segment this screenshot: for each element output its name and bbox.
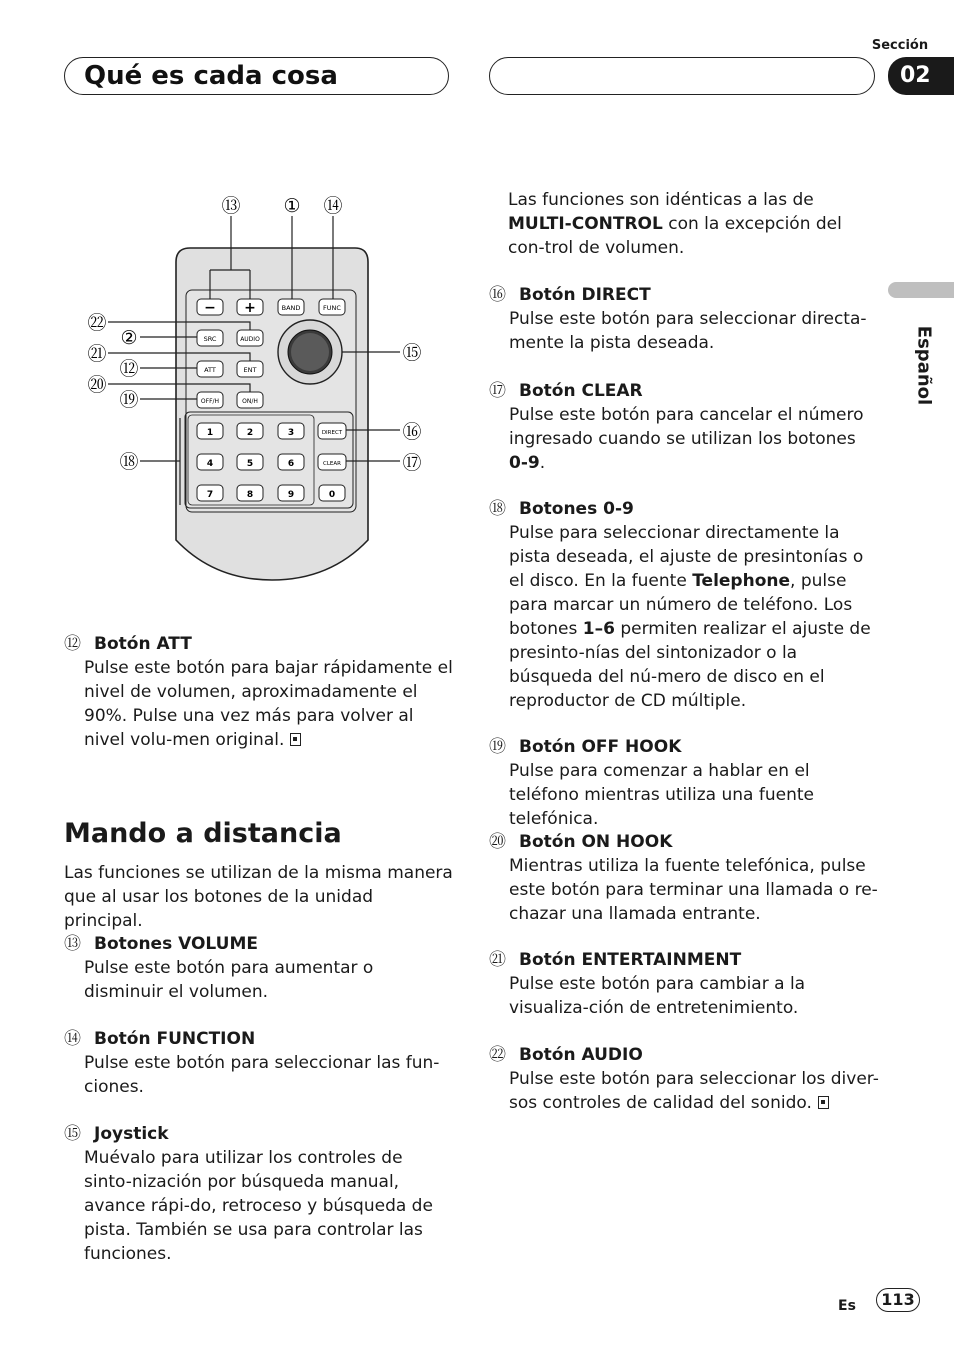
item-joystick-text: Muévalo para utilizar los controles de sinto-nización por búsqueda manual, avance rápi-do, retroceso y búsqueda de pista. También se usa para controlar las funciones.: [84, 1148, 433, 1264]
on-hook-button[interactable]: [237, 392, 263, 408]
svg-text:5: 5: [246, 459, 254, 469]
svg-text:8: 8: [246, 490, 254, 500]
svg-text:4: 4: [206, 459, 214, 469]
band-button[interactable]: [278, 299, 304, 315]
key-2[interactable]: [237, 423, 263, 439]
callout-15: ⑮: [402, 342, 422, 364]
svg-text:2: 2: [246, 428, 254, 438]
language-tab: [888, 282, 954, 298]
svg-text:FUNC: FUNC: [323, 304, 341, 312]
item-onhook: ⑳ Botón ON HOOK Mientras utiliza la fuente telefónica, pulse este botón para terminar una llamada o re-chazar una llamada entrante.: [489, 832, 878, 924]
item-offhook-title: Botón OFF HOOK: [519, 737, 682, 757]
volume-minus-button[interactable]: [197, 299, 223, 316]
key-7[interactable]: [197, 485, 223, 501]
item-function-text: Pulse este botón para seleccionar las fun-ciones.: [84, 1053, 440, 1097]
right-intro: Las funciones son idénticas a las de MULTI-CONTROL con la excepción del con-trol de volumen.: [508, 190, 842, 258]
item-offhook-text: Pulse para comenzar a hablar en el teléfono mientras utiliza una fuente telefónica.: [509, 761, 814, 829]
item-att-text: Pulse este botón para bajar rápidamente el nivel de volumen, aproximadamente el 90%. Pulse una vez más para volver al nivel volu-men original.: [84, 658, 453, 750]
item-numbers: ⑱ Botones 0-9 Pulse para seleccionar directamente la pista deseada, el ajuste de presintonías o el disco. En la fuente Telephone, pulse para marcar un número de teléfono. Los botones 1–6 permiten realizar el ajuste de presinto-nías del sintonizador o la búsqueda del nú-mero de disco en el reproductor de CD múltiple.: [489, 499, 871, 711]
item-offhook: ⑲ Botón OFF HOOK Pulse para comenzar a hablar en el teléfono mientras utiliza una fuente telefónica.: [489, 735, 879, 831]
item-joystick-title: Joystick: [94, 1124, 169, 1144]
audio-button[interactable]: [237, 330, 263, 346]
svg-text:CLEAR: CLEAR: [323, 461, 341, 467]
callout-1: ①: [283, 195, 301, 217]
callout-18: ⑱: [119, 451, 139, 473]
footer-language-code: Es: [838, 1298, 856, 1314]
item-volume-text: Pulse este botón para aumentar o disminuir el volumen.: [84, 958, 374, 1002]
callout-2: ②: [120, 327, 138, 349]
item-volume: ⑬ Botones VOLUME Pulse este botón para aumentar o disminuir el volumen.: [64, 932, 454, 1004]
svg-text:0: 0: [328, 490, 336, 500]
callout-21: ㉑: [87, 343, 107, 365]
item-direct-title: Botón DIRECT: [519, 285, 651, 305]
key-4[interactable]: [197, 454, 223, 470]
remote-control-diagram: [80, 190, 440, 590]
svg-text:6: 6: [287, 459, 295, 469]
item-att: ⑫ Botón ATT Pulse este botón para bajar rápidamente el nivel de volumen, aproximadamente el 90%. Pulse una vez más para volver al nivel volu-men original.: [64, 634, 453, 750]
att-button[interactable]: [197, 361, 223, 377]
svg-text:7: 7: [206, 490, 214, 500]
language-label: Español: [913, 325, 935, 406]
key-1[interactable]: [197, 423, 223, 439]
item-numbers-title: Botones 0-9: [519, 499, 634, 519]
svg-text:BAND: BAND: [281, 304, 301, 312]
intro-text: Las funciones se utilizan de la misma manera que al usar los botones de la unidad principal.: [64, 863, 453, 931]
svg-text:+: +: [244, 300, 256, 316]
end-mark-icon: [818, 1096, 829, 1109]
svg-text:ENT: ENT: [243, 366, 257, 374]
svg-text:SRC: SRC: [203, 335, 217, 343]
item-entertainment: ㉑ Botón ENTERTAINMENT Pulse este botón para cambiar a la visualiza-ción de entretenimiento.: [489, 948, 879, 1020]
svg-text:ATT: ATT: [204, 366, 216, 374]
section-heading: Mando a distancia: [64, 818, 342, 849]
item-onhook-title: Botón ON HOOK: [519, 832, 673, 852]
key-5[interactable]: [237, 454, 263, 470]
svg-text:3: 3: [287, 428, 295, 438]
key-9[interactable]: [278, 485, 304, 501]
volume-plus-button[interactable]: [237, 299, 263, 316]
item-clear: ⑰ Botón CLEAR Pulse este botón para cancelar el número ingresado cuando se utilizan los botones 0-9.: [489, 381, 864, 473]
page-title: Qué es cada cosa: [84, 61, 338, 91]
section-label: Sección: [871, 38, 929, 53]
callout-17: ⑰: [402, 452, 422, 474]
key-6[interactable]: [278, 454, 304, 470]
item-entertainment-title: Botón ENTERTAINMENT: [519, 950, 742, 970]
src-button[interactable]: [197, 330, 223, 346]
callout-19: ⑲: [119, 389, 139, 411]
item-audio-text: Pulse este botón para seleccionar los diver-sos controles de calidad del sonido.: [509, 1069, 879, 1113]
svg-text:DIRECT: DIRECT: [321, 430, 343, 436]
key-0[interactable]: [319, 485, 345, 501]
svg-text:AUDIO: AUDIO: [240, 336, 260, 343]
title-frame-right: [489, 57, 875, 95]
item-function-title: Botón FUNCTION: [94, 1029, 256, 1049]
svg-text:OFF/H: OFF/H: [200, 398, 220, 405]
item-onhook-text: Mientras utiliza la fuente telefónica, pulse este botón para terminar una llamada o re-chazar una llamada entrante.: [509, 856, 878, 924]
callout-20: ⑳: [87, 374, 107, 396]
svg-text:1: 1: [206, 428, 214, 438]
svg-text:−: −: [204, 300, 216, 316]
ent-button[interactable]: [237, 361, 263, 377]
callout-13: ⑬: [221, 195, 241, 217]
item-clear-title: Botón CLEAR: [519, 381, 643, 401]
item-att-title: Botón ATT: [94, 634, 192, 654]
callout-14: ⑭: [323, 195, 343, 217]
key-8[interactable]: [237, 485, 263, 501]
off-hook-button[interactable]: [197, 392, 223, 408]
svg-text:ON/H: ON/H: [242, 398, 258, 405]
key-3[interactable]: [278, 423, 304, 439]
item-joystick: ⑮ Joystick Muévalo para utilizar los controles de sinto-nización por búsqueda manual, avance rápi-do, retroceso y búsqueda de pista. También se usa para controlar las funciones.: [64, 1122, 454, 1266]
section-number-badge: 02: [888, 57, 954, 95]
direct-button[interactable]: [318, 423, 346, 439]
callout-16: ⑯: [402, 421, 422, 443]
item-audio: ㉒ Botón AUDIO Pulse este botón para seleccionar los diver-sos controles de calidad del sonido.: [489, 1045, 879, 1113]
item-function: ⑭ Botón FUNCTION Pulse este botón para seleccionar las fun-ciones.: [64, 1027, 454, 1099]
page-number: 113: [876, 1288, 920, 1312]
clear-button[interactable]: [318, 454, 346, 470]
func-button[interactable]: [319, 299, 345, 315]
end-mark-icon: [290, 733, 301, 746]
callout-22: ㉒: [87, 312, 107, 334]
item-direct: ⑯ Botón DIRECT Pulse este botón para seleccionar directa-mente la pista deseada.: [489, 283, 879, 355]
item-volume-title: Botones VOLUME: [94, 934, 258, 954]
item-direct-text: Pulse este botón para seleccionar directa-mente la pista deseada.: [509, 309, 867, 353]
item-audio-title: Botón AUDIO: [519, 1045, 643, 1065]
svg-text:9: 9: [287, 490, 295, 500]
callout-12: ⑫: [119, 358, 139, 380]
item-entertainment-text: Pulse este botón para cambiar a la visualiza-ción de entretenimiento.: [509, 974, 806, 1018]
